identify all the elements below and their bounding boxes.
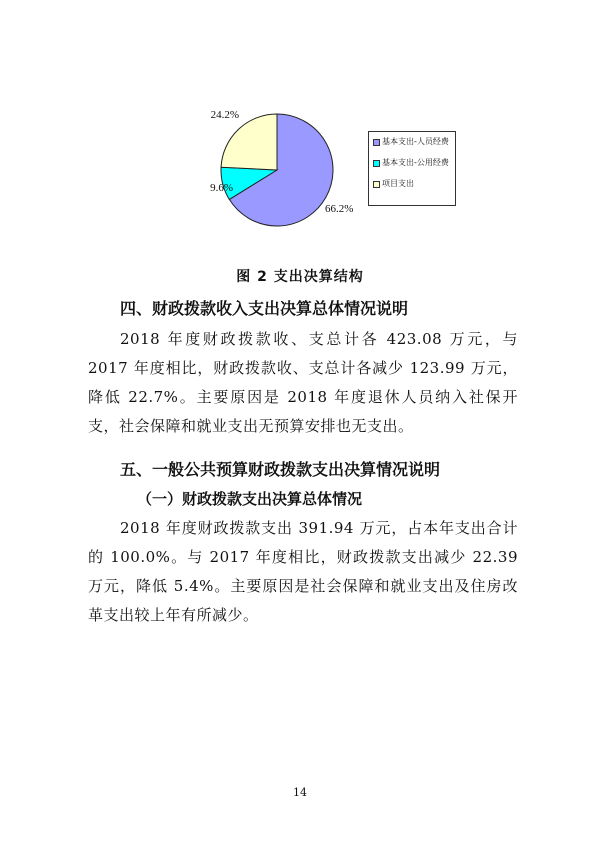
section4-paragraph: 2018 年度财政拨款收、支总计各 423.08 万元，与 2017 年度相比，财政拨款收、支总计各减少 123.99 万元，降低 22.7%。主要原因是 2018 年度退休人员纳入社保开支，社会保障和就业支出无预算安排也无支出。 xyxy=(88,330,518,435)
section5-heading: 五、一般公共预算财政拨款支出决算情况说明 xyxy=(120,460,441,479)
pie-slice-label: 66.2% xyxy=(325,203,354,215)
pie-slice-label: 24.2% xyxy=(210,109,239,121)
legend-swatch-public xyxy=(373,160,380,167)
pie-slice-label: 9.6% xyxy=(210,182,233,194)
legend-item-project xyxy=(373,179,451,189)
section5-subheading: （一）财政拨款支出决算总体情况 xyxy=(137,490,363,508)
section5-paragraph: 2018 年度财政拨款支出 391.94 万元，占本年支出合计的 100.0%。与 2017 年度相比，财政拨款支出减少 22.39 万元，降低 5.4%。主要原因是社会保障和就业支出及住房改革支出较上年有所减少。 xyxy=(88,519,518,624)
pie-slice xyxy=(221,114,277,170)
section4-heading: 四、财政拨款收入支出决算总体情况说明 xyxy=(120,299,409,318)
legend-item-personnel xyxy=(373,137,451,147)
pie-slices xyxy=(221,114,333,226)
legend-label: 项目支出 xyxy=(382,179,414,188)
legend-item-public xyxy=(373,158,451,168)
chart-legend xyxy=(368,131,456,206)
figure-caption: 图 2 支出决算结构 xyxy=(236,269,364,285)
page-number: 14 xyxy=(293,786,307,799)
legend-label: 基本支出-人员经费 xyxy=(382,137,449,146)
legend-swatch-personnel xyxy=(373,139,380,146)
legend-swatch-project xyxy=(373,181,380,188)
legend-label: 基本支出-公用经费 xyxy=(382,158,449,167)
expenditure-pie-chart xyxy=(0,0,600,260)
